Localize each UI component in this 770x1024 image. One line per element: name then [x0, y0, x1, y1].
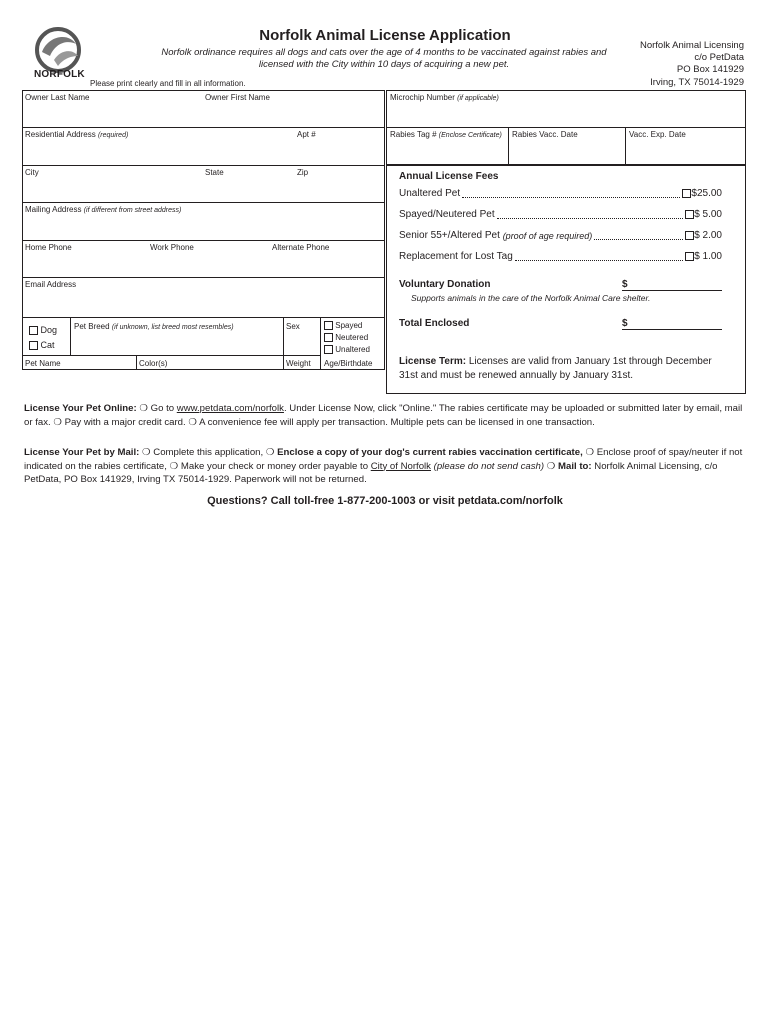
fee-checkbox[interactable]	[685, 231, 694, 240]
mail-instructions: License Your Pet by Mail: ❍ Complete this application, ❍ Enclose a copy of your dog's current rabies vaccination certificate, ❍ Enclose proof of spay/neuter if not indicated on the rabies certificate, ❍ Make your check or money order payable to City of Norfolk (please do not send cash) ❍ Mail to: Norfolk Animal Licensing, c/o PetData, PO Box 141929, Irving TX 75014-1929. Paperwork will not be returned.	[24, 447, 743, 485]
fee-checkbox[interactable]	[682, 189, 691, 198]
address-line: Irving, TX 75014-1929	[650, 76, 744, 88]
cat-checkbox-box[interactable]	[29, 341, 38, 350]
spayed-checkbox[interactable]: Spayed	[324, 321, 362, 330]
neutered-checkbox-box[interactable]	[324, 333, 333, 342]
unaltered-checkbox[interactable]: Unaltered	[324, 345, 370, 354]
fee-row-unaltered[interactable]: Unaltered Pet $25.00	[399, 188, 722, 199]
state-field[interactable]: State	[205, 168, 224, 177]
owner-last-name-field[interactable]: Owner Last Name	[25, 93, 90, 102]
dog-checkbox-box[interactable]	[29, 326, 38, 335]
unaltered-checkbox-box[interactable]	[324, 345, 333, 354]
mailing-address-field[interactable]: Mailing Address (if different from street address)	[25, 205, 182, 214]
donation-amount-field[interactable]: $	[622, 279, 722, 291]
donation-note: Supports animals in the care of the Norfolk Animal Care shelter.	[411, 293, 651, 303]
home-phone-field[interactable]: Home Phone	[25, 243, 72, 252]
page-title: Norfolk Animal License Application	[259, 27, 511, 44]
pet-breed-field[interactable]: Pet Breed (if unknown, list breed most resembles)	[74, 322, 234, 331]
donation-label: Voluntary Donation	[399, 279, 491, 290]
address-line: Norfolk Animal Licensing	[639, 40, 744, 51]
fee-row-replacement[interactable]: Replacement for Lost Tag $ 1.00	[399, 251, 722, 262]
spayed-checkbox-box[interactable]	[324, 321, 333, 330]
print-instruction: Please print clearly and fill in all information.	[90, 79, 246, 88]
questions-line: Questions? Call toll-free 1-877-200-1003 or visit petdata.com/norfolk	[207, 495, 563, 507]
weight-field[interactable]: Weight	[286, 359, 311, 368]
online-instructions: License Your Pet Online: ❍ Go to www.petdata.com/norfolk. Under License Now, click "Online." The rabies certificate may be uploaded or submitted later by email, mail or fax. ❍ Pay with a major credit card. ❍ A convenience fee will apply per transaction. Multiple pets can be licensed in one transaction.	[24, 403, 743, 428]
total-label: Total Enclosed	[399, 318, 470, 329]
vacc-exp-date-field[interactable]: Vacc. Exp. Date	[629, 130, 686, 139]
fee-row-senior[interactable]: Senior 55+/Altered Pet (proof of age required) $ 2.00	[399, 230, 722, 241]
license-term: License Term: Licenses are valid from January 1st through December 31st and must be renewed annually by January 31st.	[399, 356, 712, 381]
cat-checkbox[interactable]: Cat	[29, 340, 55, 350]
email-field[interactable]: Email Address	[25, 280, 77, 289]
apt-field[interactable]: Apt #	[297, 130, 316, 139]
address-line: c/o PetData	[694, 52, 744, 64]
fee-checkbox[interactable]	[685, 210, 694, 219]
owner-first-name-field[interactable]: Owner First Name	[205, 93, 270, 102]
age-field[interactable]: Age/Birthdate	[324, 359, 373, 368]
fee-checkbox[interactable]	[685, 252, 694, 261]
pet-name-field[interactable]: Pet Name	[25, 359, 61, 368]
residential-address-field[interactable]: Residential Address (required)	[25, 130, 129, 139]
fee-row-spayed-neutered[interactable]: Spayed/Neutered Pet $ 5.00	[399, 209, 722, 220]
zip-field[interactable]: Zip	[297, 168, 309, 177]
city-field[interactable]: City	[25, 168, 39, 177]
mailing-address-block	[574, 40, 744, 89]
sex-field: Sex	[286, 322, 300, 331]
rabies-tag-field[interactable]: Rabies Tag # (Enclose Certificate)	[390, 130, 502, 139]
logo-text: NORFOLK	[34, 69, 85, 80]
fees-title: Annual License Fees	[399, 171, 499, 182]
page-subtitle: Norfolk ordinance requires all dogs and cats over the age of 4 months to be vaccinated against rabies and licensed with the City within 10 days of acquiring a new pet.	[161, 47, 607, 70]
total-amount-field[interactable]: $	[622, 318, 722, 330]
dog-checkbox[interactable]: Dog	[29, 325, 57, 335]
address-line: PO Box 141929	[676, 64, 744, 76]
colors-field[interactable]: Color(s)	[139, 359, 168, 368]
petdata-link[interactable]: www.petdata.com/norfolk	[176, 403, 284, 414]
alternate-phone-field[interactable]: Alternate Phone	[272, 243, 330, 252]
neutered-checkbox[interactable]: Neutered	[324, 333, 368, 342]
microchip-field[interactable]: Microchip Number (if applicable)	[390, 93, 499, 102]
work-phone-field[interactable]: Work Phone	[150, 243, 194, 252]
rabies-vacc-date-field[interactable]: Rabies Vacc. Date	[512, 130, 578, 139]
